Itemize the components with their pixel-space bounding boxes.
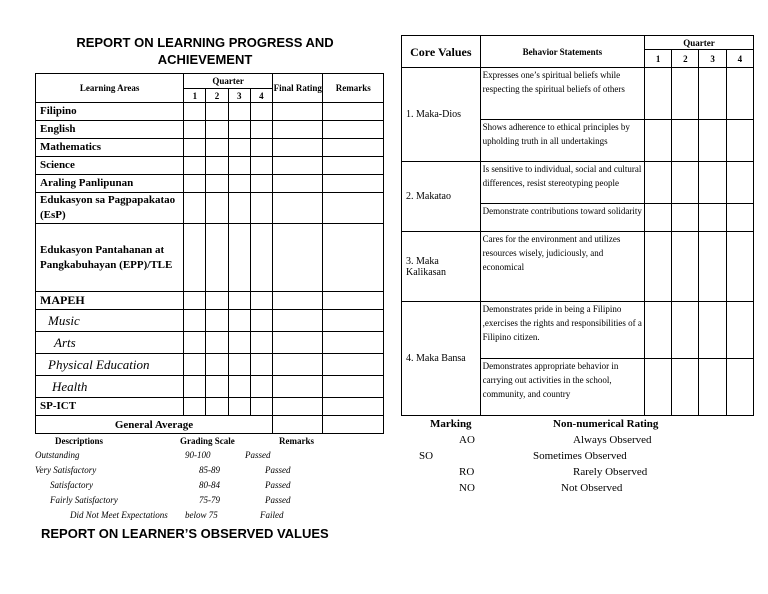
q3-mark-cell[interactable] [699,162,726,204]
marking-legend-row [401,434,761,450]
q4-mark-cell[interactable] [726,162,753,204]
rating-header: Non-numerical Rating [553,418,659,430]
learning-report-title [35,35,375,67]
grade-description: Did Not Meet Expectations [70,510,168,520]
header-quarter: Quarter [184,74,273,89]
q2-mark-cell[interactable] [672,302,699,359]
header-remarks: Remarks [323,74,384,103]
q1-grade-cell[interactable] [184,175,206,193]
legend-header-remarks: Remarks [279,436,314,446]
grade-scale: 80-84 [199,480,220,490]
subject-row [36,354,384,376]
subject-row [36,103,384,121]
legend-header-grading-scale: Grading Scale [180,436,235,446]
q2-grade-cell[interactable] [206,139,228,157]
header-q4: 4 [726,50,753,68]
q1-mark-cell[interactable] [645,162,672,204]
header-q4: 4 [250,89,272,103]
grade-remark: Passed [265,480,291,490]
final-rating-cell[interactable] [273,157,323,175]
q3-grade-cell[interactable] [228,175,250,193]
header-q2: 2 [206,89,228,103]
grading-legend-row [35,510,385,525]
remarks-cell[interactable] [323,193,384,224]
remarks-cell[interactable] [323,224,384,292]
grading-legend-row [35,450,385,465]
q2-mark-cell[interactable] [672,232,699,302]
header-q1: 1 [184,89,206,103]
q1-grade-cell[interactable] [184,292,206,310]
q2-mark-cell[interactable] [672,162,699,204]
grading-legend-row [35,480,385,495]
q2-grade-cell[interactable] [206,310,228,332]
behavior-statement: Expresses one’s spiritual beliefs while respecting the spiritual beliefs of others [480,68,644,120]
subject-name: Araling Panlipunan [36,175,184,193]
q3-mark-cell[interactable] [699,120,726,162]
grade-description: Outstanding [35,450,80,460]
q2-grade-cell[interactable] [206,224,228,292]
subject-name: Arts [36,332,184,354]
general-average-label: General Average [36,416,273,434]
header-quarter: Quarter [645,36,754,50]
subject-name: MAPEH [36,292,184,310]
q4-grade-cell[interactable] [250,103,272,121]
header-q1: 1 [645,50,672,68]
q2-grade-cell[interactable] [206,193,228,224]
header-final-rating: Final Rating [273,74,323,103]
q1-grade-cell[interactable] [184,121,206,139]
q4-mark-cell[interactable] [726,302,753,359]
subject-name: Mathematics [36,139,184,157]
q4-grade-cell[interactable] [250,193,272,224]
general-average-final[interactable] [273,416,323,434]
marking-rating: Rarely Observed [573,466,648,478]
q2-grade-cell[interactable] [206,175,228,193]
q3-mark-cell[interactable] [699,232,726,302]
remarks-cell[interactable] [323,292,384,310]
grade-remark: Passed [245,450,271,460]
final-rating-cell[interactable] [273,292,323,310]
q2-grade-cell[interactable] [206,332,228,354]
grade-description: Fairly Satisfactory [50,495,118,505]
marking-rating: Not Observed [561,482,623,494]
q1-mark-cell[interactable] [645,120,672,162]
q3-grade-cell[interactable] [228,139,250,157]
final-rating-cell[interactable] [273,310,323,332]
final-rating-cell[interactable] [273,139,323,157]
subject-row [36,157,384,175]
q4-grade-cell[interactable] [250,121,272,139]
subject-name: Physical Education [36,354,184,376]
remarks-cell[interactable] [323,354,384,376]
marking-legend-row [401,482,761,498]
marking-legend [401,418,761,498]
q4-grade-cell[interactable] [250,332,272,354]
grade-description: Satisfactory [50,480,93,490]
q4-mark-cell[interactable] [726,232,753,302]
q2-grade-cell[interactable] [206,103,228,121]
q1-mark-cell[interactable] [645,359,672,416]
grading-legend [35,436,385,525]
q3-grade-cell[interactable] [228,398,250,416]
q1-mark-cell[interactable] [645,68,672,120]
final-rating-cell[interactable] [273,398,323,416]
remarks-cell[interactable] [323,103,384,121]
subject-row [36,224,384,292]
grade-scale: 90-100 [185,450,211,460]
final-rating-cell[interactable] [273,332,323,354]
observed-values-title: REPORT ON LEARNER’S OBSERVED VALUES [41,526,329,541]
q1-grade-cell[interactable] [184,310,206,332]
q3-grade-cell[interactable] [228,103,250,121]
q4-grade-cell[interactable] [250,175,272,193]
subject-row [36,398,384,416]
subject-row [36,376,384,398]
remarks-cell[interactable] [323,157,384,175]
q1-grade-cell[interactable] [184,398,206,416]
q1-grade-cell[interactable] [184,139,206,157]
q3-grade-cell[interactable] [228,310,250,332]
q3-grade-cell[interactable] [228,121,250,139]
marking-code: RO [459,466,475,478]
subject-row [36,139,384,157]
q3-grade-cell[interactable] [228,157,250,175]
legend-header-descriptions: Descriptions [55,436,103,446]
q3-mark-cell[interactable] [699,359,726,416]
behavior-row [402,68,754,120]
final-rating-cell[interactable] [273,175,323,193]
subject-row [36,121,384,139]
q1-grade-cell[interactable] [184,193,206,224]
header-q2: 2 [672,50,699,68]
subject-name: English [36,121,184,139]
remarks-cell[interactable] [323,376,384,398]
final-rating-cell[interactable] [273,376,323,398]
marking-legend-row [401,450,761,466]
q4-grade-cell[interactable] [250,157,272,175]
q3-mark-cell[interactable] [699,68,726,120]
q2-mark-cell[interactable] [672,68,699,120]
subject-name: Music [36,310,184,332]
behavior-statement: Demonstrates pride in being a Filipino ,exercises the rights and responsibilities of a Filipino citizen. [480,302,644,359]
subject-name: Edukasyon Pantahanan at Pangkabuhayan (EPP)/TLE [36,224,184,292]
core-value-name: 4. Maka Bansa [402,302,481,416]
q4-grade-cell[interactable] [250,376,272,398]
q3-mark-cell[interactable] [699,302,726,359]
q1-mark-cell[interactable] [645,204,672,232]
core-value-name: 2. Makatao [402,162,481,232]
general-average-remarks[interactable] [323,416,384,434]
behavior-row [402,302,754,359]
header-q3: 3 [699,50,726,68]
q2-mark-cell[interactable] [672,204,699,232]
q4-grade-cell[interactable] [250,224,272,292]
behavior-row [402,232,754,302]
q1-grade-cell[interactable] [184,224,206,292]
header-learning-areas: Learning Areas [36,74,184,103]
final-rating-cell[interactable] [273,121,323,139]
learning-progress-table [35,73,384,434]
title-line-2: ACHIEVEMENT [157,52,253,67]
marking-header: Marking [430,418,472,430]
header-q3: 3 [228,89,250,103]
q4-grade-cell[interactable] [250,354,272,376]
final-rating-cell[interactable] [273,193,323,224]
header-behavior-statements: Behavior Statements [480,36,644,68]
title-line-1: REPORT ON LEARNING PROGRESS AND [76,35,334,50]
q1-grade-cell[interactable] [184,354,206,376]
q2-grade-cell[interactable] [206,376,228,398]
grade-scale: 85-89 [199,465,220,475]
q1-grade-cell[interactable] [184,376,206,398]
header-core-values: Core Values [402,36,481,68]
behavior-statement: Demonstrates appropriate behavior in carrying out activities in the school, community, and country [480,359,644,416]
subject-row [36,193,384,224]
marking-code: SO [419,450,434,462]
behavior-row [402,162,754,204]
q2-grade-cell[interactable] [206,157,228,175]
q4-grade-cell[interactable] [250,139,272,157]
marking-code: NO [459,482,475,494]
q4-mark-cell[interactable] [726,120,753,162]
grading-legend-row [35,495,385,510]
core-value-name: 3. Maka Kalikasan [402,232,481,302]
grading-legend-row [35,465,385,480]
subject-name: SP-ICT [36,398,184,416]
grade-scale: below 75 [185,510,218,520]
q2-grade-cell[interactable] [206,398,228,416]
q4-mark-cell[interactable] [726,359,753,416]
q1-mark-cell[interactable] [645,302,672,359]
grade-remark: Passed [265,495,291,505]
subject-name: Filipino [36,103,184,121]
subject-name: Science [36,157,184,175]
q3-mark-cell[interactable] [699,204,726,232]
remarks-cell[interactable] [323,121,384,139]
marking-rating: Always Observed [573,434,652,446]
grade-description: Very Satisfactory [35,465,97,475]
remarks-cell[interactable] [323,398,384,416]
behavior-statement: Demonstrate contributions toward solidarity [480,204,644,232]
q2-grade-cell[interactable] [206,354,228,376]
q2-grade-cell[interactable] [206,121,228,139]
remarks-cell[interactable] [323,139,384,157]
behavior-statement: Shows adherence to ethical principles by upholding truth in all undertakings [480,120,644,162]
q4-grade-cell[interactable] [250,310,272,332]
q1-mark-cell[interactable] [645,232,672,302]
subject-name: Edukasyon sa Pagpapakatao (EsP) [36,193,184,224]
q3-grade-cell[interactable] [228,354,250,376]
q2-grade-cell[interactable] [206,292,228,310]
q1-grade-cell[interactable] [184,332,206,354]
q3-grade-cell[interactable] [228,376,250,398]
subject-row [36,175,384,193]
q4-grade-cell[interactable] [250,292,272,310]
q1-grade-cell[interactable] [184,157,206,175]
final-rating-cell[interactable] [273,224,323,292]
grade-remark: Failed [260,510,284,520]
q3-grade-cell[interactable] [228,292,250,310]
q3-grade-cell[interactable] [228,224,250,292]
subject-name: Health [36,376,184,398]
final-rating-cell[interactable] [273,354,323,376]
subject-row [36,332,384,354]
grade-remark: Passed [265,465,291,475]
observed-values-table [401,35,754,416]
q4-mark-cell[interactable] [726,204,753,232]
q1-grade-cell[interactable] [184,103,206,121]
grade-scale: 75-79 [199,495,220,505]
behavior-statement: Cares for the environment and utilizes resources wisely, judiciously, and economical [480,232,644,302]
marking-code: AO [459,434,475,446]
subject-row [36,310,384,332]
q3-grade-cell[interactable] [228,332,250,354]
remarks-cell[interactable] [323,310,384,332]
remarks-cell[interactable] [323,332,384,354]
final-rating-cell[interactable] [273,103,323,121]
behavior-statement: Is sensitive to individual, social and cultural differences, resist stereotyping people [480,162,644,204]
q2-mark-cell[interactable] [672,120,699,162]
q3-grade-cell[interactable] [228,193,250,224]
marking-legend-row [401,466,761,482]
remarks-cell[interactable] [323,175,384,193]
q2-mark-cell[interactable] [672,359,699,416]
q4-mark-cell[interactable] [726,68,753,120]
marking-rating: Sometimes Observed [533,450,627,462]
q4-grade-cell[interactable] [250,398,272,416]
subject-row [36,292,384,310]
core-value-name: 1. Maka-Dios [402,68,481,162]
